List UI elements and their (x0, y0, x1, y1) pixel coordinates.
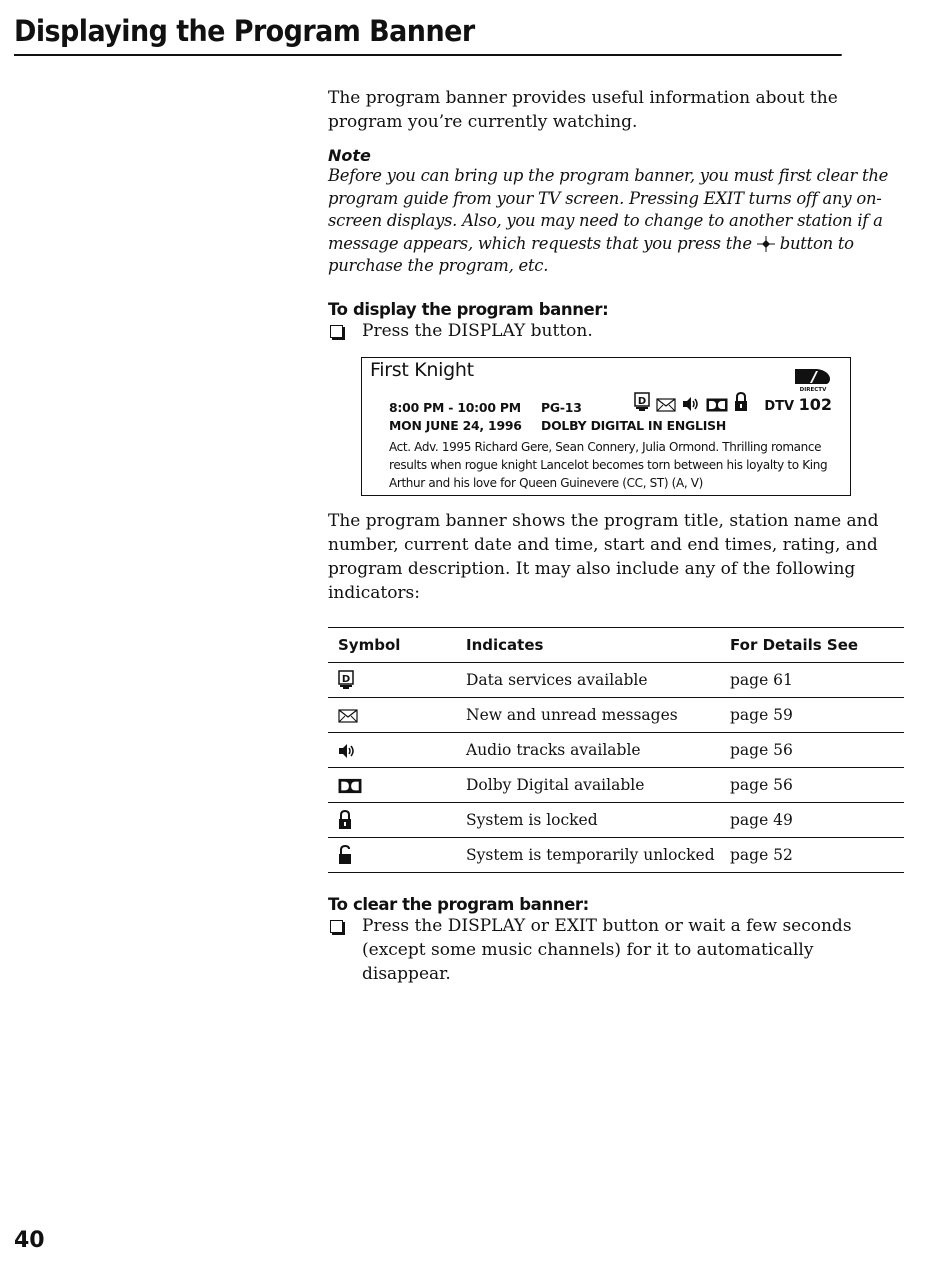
table-header-symbol: Symbol (328, 627, 466, 662)
table-cell-details: page 56 (730, 767, 904, 802)
table-row (328, 732, 904, 767)
table-row (328, 697, 904, 732)
banner-station-name: DTV (764, 398, 795, 414)
table-cell-details: page 52 (730, 837, 904, 872)
table-cell-details: page 61 (730, 662, 904, 697)
table-row (328, 767, 904, 802)
banner-rating: PG-13 (541, 399, 582, 415)
table-cell-indicates: Audio tracks available (466, 732, 730, 767)
directv-logo-icon (794, 366, 832, 392)
banner-title: First Knight (370, 358, 474, 381)
note-text-before: Before you can bring up the program banner, you must first clear the program guide from your TV screen. Pressing EXIT turns off any on-screen displays. Also, you may need to change to another station if a message appears, which requests that you press the (328, 166, 889, 253)
table-header-indicates: Indicates (466, 627, 730, 662)
dolby-icon (338, 778, 362, 794)
display-step-text: Press the DISPLAY button. (362, 320, 593, 341)
display-procedure-heading: To display the program banner: (328, 299, 609, 319)
banner-station (764, 395, 832, 414)
checkbox-bullet-icon (330, 920, 343, 933)
table-row (328, 837, 904, 872)
page-title: Displaying the Program Banner (14, 14, 842, 56)
audio-icon (338, 743, 356, 759)
table-cell-indicates: System is locked (466, 802, 730, 837)
note-text (328, 165, 904, 278)
directv-logo-text: DIRECTV (799, 386, 827, 392)
clear-step-text: Press the DISPLAY or EXIT button or wait a few seconds (except some music channels) for it to automatically disappear. (362, 915, 852, 984)
plus-button-icon (757, 235, 775, 253)
description-paragraph: The program banner shows the program title, station name and number, current date and time, start and end times, rating, and program description. It may also include any of the following indicators: (328, 510, 879, 603)
table-row (328, 662, 904, 697)
table-header-details: For Details See (730, 627, 904, 662)
intro-paragraph: The program banner provides useful information about the program you’re currently watching. (328, 88, 838, 132)
banner-audio: DOLBY DIGITAL IN ENGLISH (541, 417, 727, 433)
note-heading: Note (328, 146, 371, 165)
banner-row-date (389, 417, 727, 433)
table-cell-indicates: Data services available (466, 662, 730, 697)
lock-icon (338, 810, 352, 830)
banner-row-time (389, 399, 582, 415)
dolby-icon (706, 398, 728, 412)
svg-text:D: D (341, 673, 351, 685)
table-cell-indicates: Dolby Digital available (466, 767, 730, 802)
banner-indicator-icons (634, 392, 748, 412)
message-icon (656, 398, 676, 412)
svg-text:D: D (637, 395, 647, 407)
main-content (328, 86, 904, 986)
display-step (328, 319, 904, 343)
data-services-icon (338, 670, 354, 690)
clear-procedure-heading: To clear the program banner: (328, 894, 589, 914)
banner-description: Act. Adv. 1995 Richard Gere, Sean Connery, Julia Ormond. Thrilling romance results when rogue knight Lancelot becomes torn between his loyalty to King Arthur and his love for Queen Guinevere (CC, ST) (A, V) (389, 439, 828, 490)
table-cell-details: page 56 (730, 732, 904, 767)
data-services-icon (634, 392, 650, 412)
table-cell-indicates: System is temporarily unlocked (466, 837, 730, 872)
audio-icon (682, 396, 700, 412)
table-cell-details: page 59 (730, 697, 904, 732)
message-icon (338, 709, 358, 723)
table-row (328, 802, 904, 837)
banner-station-number: 102 (798, 394, 832, 414)
clear-step (328, 914, 904, 986)
note-text-after: button to purchase the program, etc. (328, 233, 854, 275)
lock-icon (734, 392, 748, 412)
unlock-icon (338, 845, 352, 865)
checkbox-bullet-icon (330, 325, 343, 338)
indicators-table (328, 627, 904, 873)
page-number: 40 (14, 1228, 45, 1253)
table-header-row (328, 627, 904, 662)
table-cell-indicates: New and unread messages (466, 697, 730, 732)
table-cell-details: page 49 (730, 802, 904, 837)
banner-time: 8:00 PM - 10:00 PM (389, 399, 521, 415)
program-banner (361, 357, 851, 496)
banner-date: MON JUNE 24, 1996 (389, 417, 522, 433)
